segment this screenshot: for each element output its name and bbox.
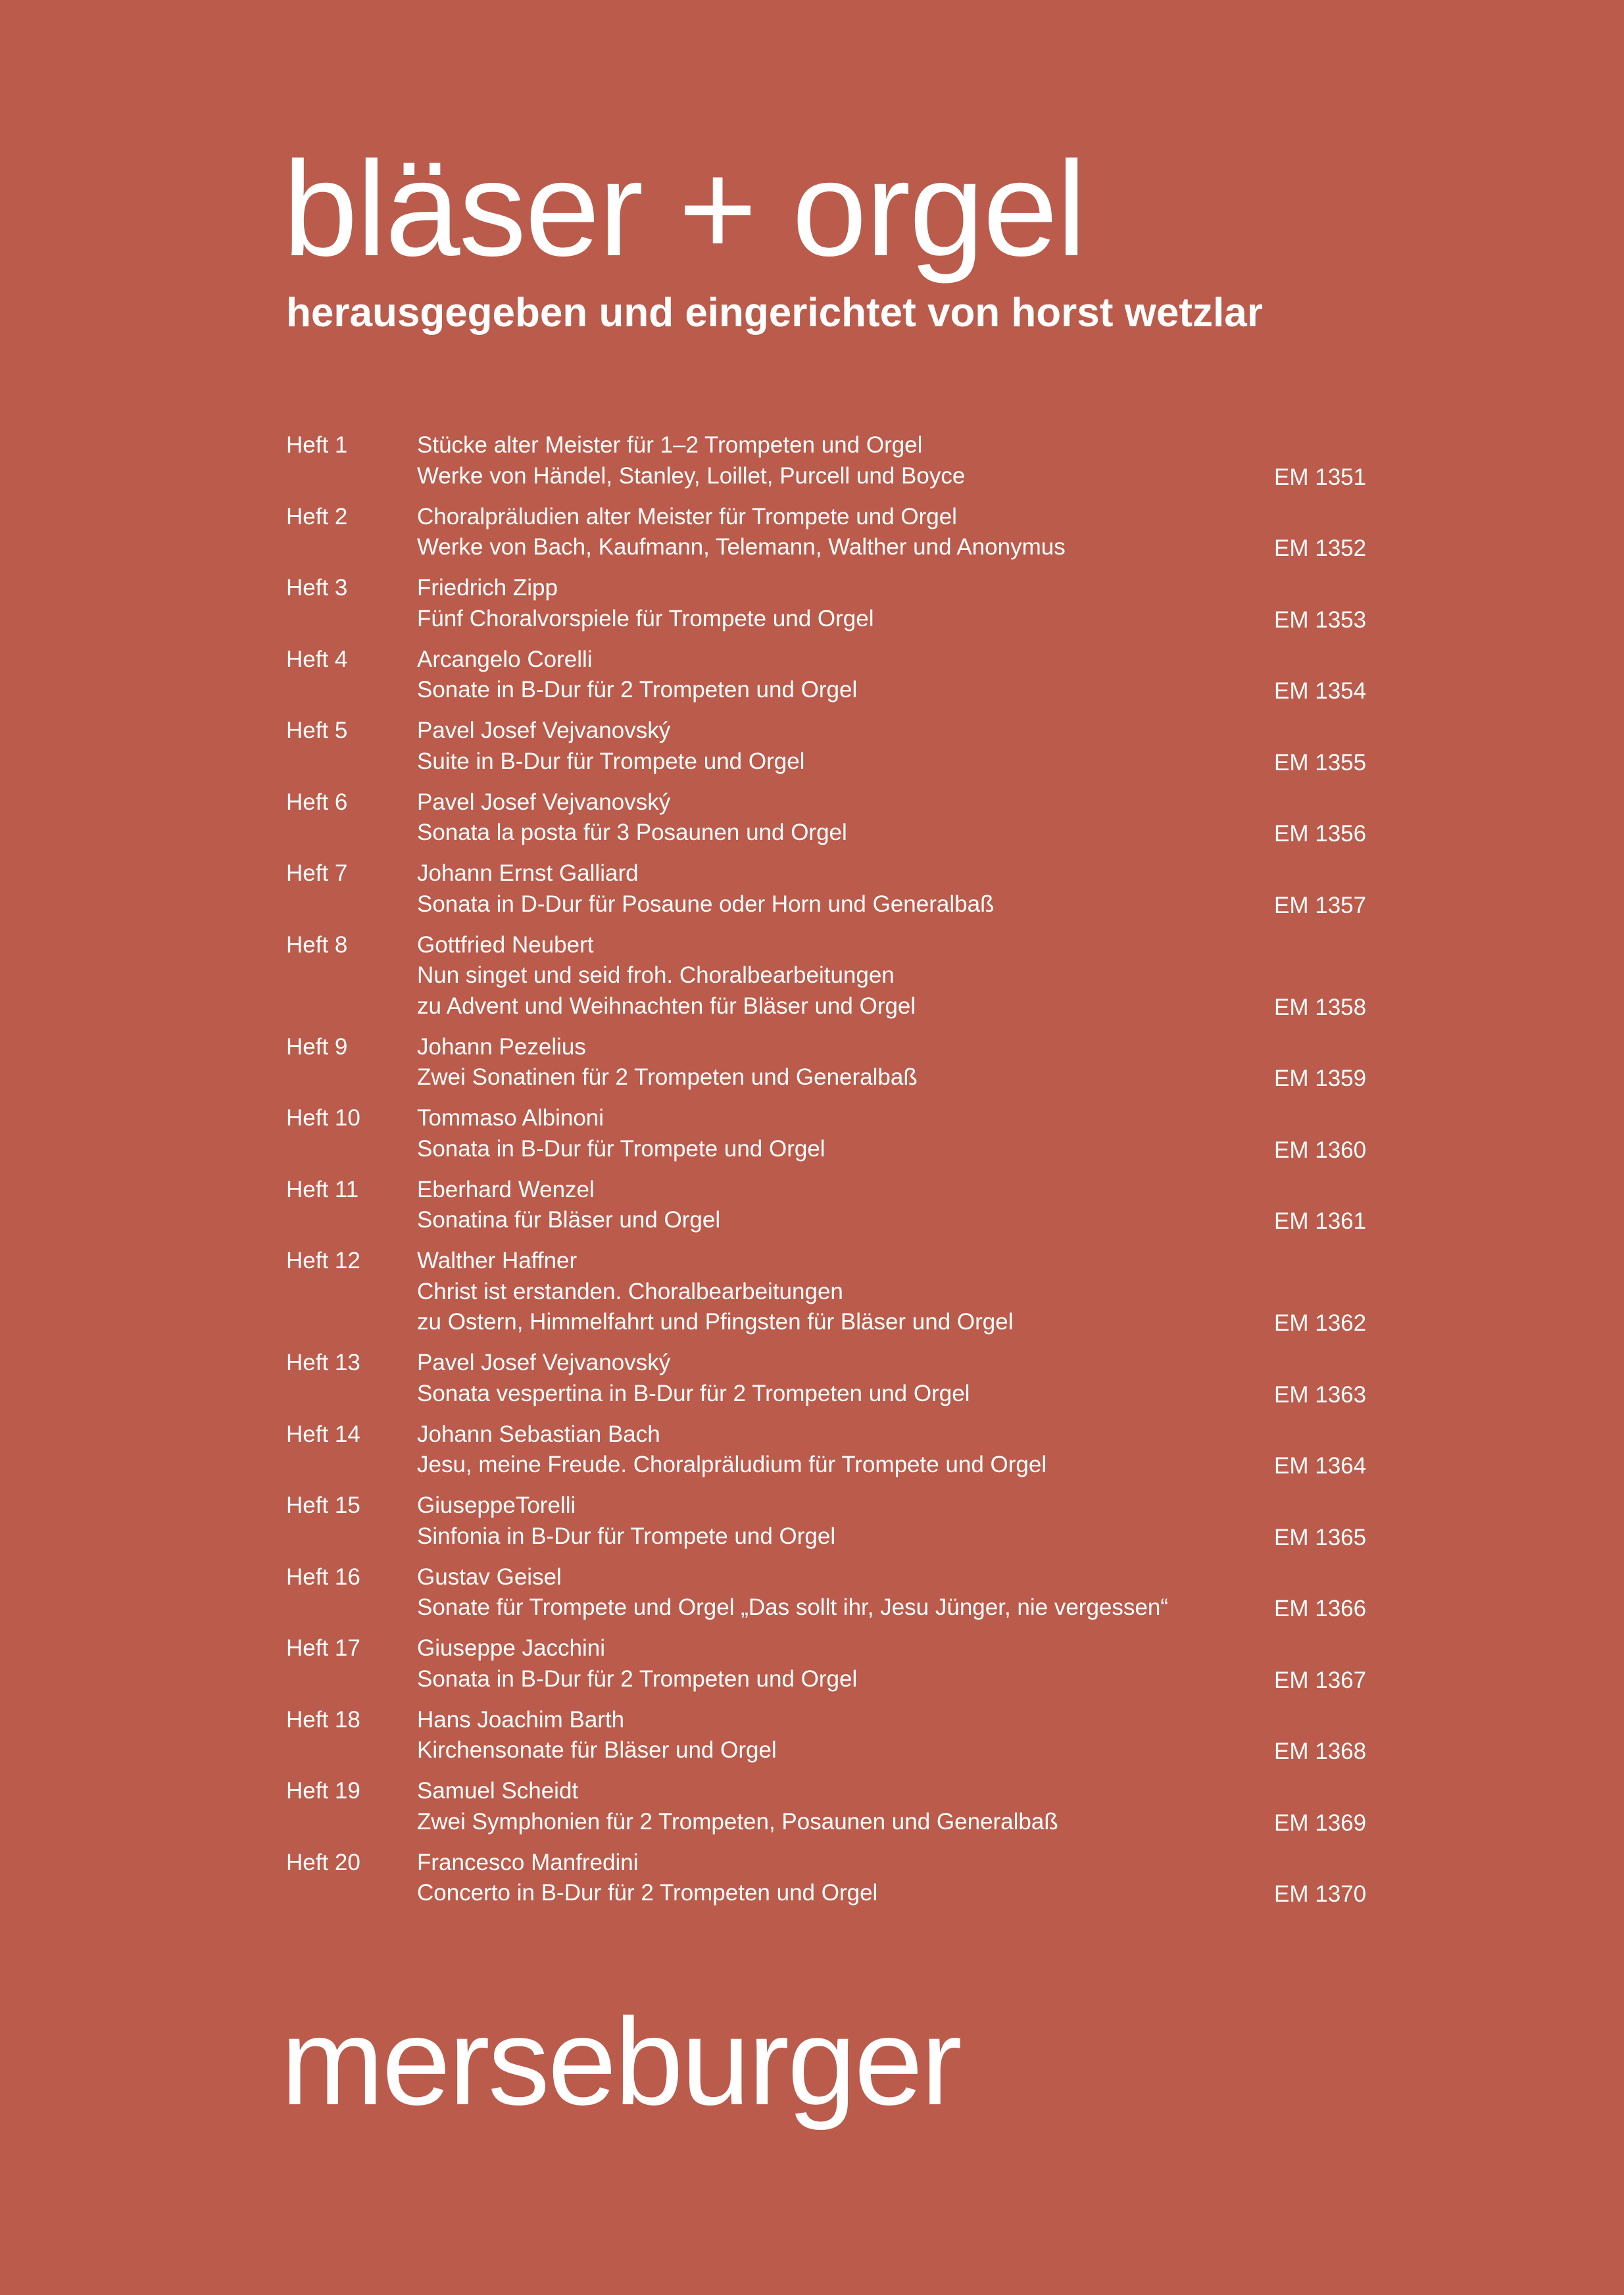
heft-number: Heft 17 — [286, 1635, 360, 1661]
entry-title-line: Gustav Geisel — [417, 1564, 562, 1590]
entry-description-line: Zwei Sonatinen für 2 Trompeten und Generalbaß — [417, 1064, 918, 1090]
heft-number: Heft 15 — [286, 1493, 360, 1518]
heft-number: Heft 8 — [286, 931, 348, 958]
heft-number: Heft 16 — [286, 1564, 360, 1590]
heft-number: Heft 9 — [286, 1033, 348, 1060]
edition-number: EM 1370 — [1274, 1881, 1367, 1907]
entry-description-line: Sonate in B-Dur für 2 Trompeten und Orgel — [417, 677, 858, 703]
entry-title-line: Arcangelo Corelli — [417, 646, 593, 672]
edition-number: EM 1362 — [1274, 1310, 1367, 1336]
heft-number: Heft 19 — [286, 1778, 360, 1804]
entry-title-line: Stücke alter Meister für 1–2 Trompeten und Orgel — [417, 432, 923, 458]
heft-number: Heft 11 — [286, 1176, 359, 1202]
entry-description-line: zu Ostern, Himmelfahrt und Pfingsten für Bläser und Orgel — [417, 1309, 1014, 1335]
entry-description-line: zu Advent und Weihnachten für Bläser und Orgel — [417, 993, 916, 1019]
entry-description-line: Zwei Symphonien für 2 Trompeten, Posaunen und Generalbaß — [417, 1808, 1058, 1835]
heft-number: Heft 1 — [286, 432, 348, 458]
heft-number: Heft 4 — [286, 646, 348, 672]
entry-title-line: GiuseppeTorelli — [417, 1493, 576, 1518]
entry-title-line: Tommaso Albinoni — [417, 1105, 604, 1131]
heft-number: Heft 14 — [286, 1421, 360, 1447]
edition-number: EM 1356 — [1274, 821, 1367, 847]
edition-number: EM 1366 — [1274, 1596, 1367, 1621]
entry-title-line: Giuseppe Jacchini — [417, 1635, 605, 1661]
entry-title-line: Choralpräludien alter Meister für Trompete und Orgel — [417, 503, 957, 530]
entry-description-line: Suite in B-Dur für Trompete und Orgel — [417, 748, 805, 774]
heft-number: Heft 7 — [286, 860, 348, 886]
entry-title-line: Francesco Manfredini — [417, 1849, 639, 1875]
entry-title-line: Eberhard Wenzel — [417, 1176, 595, 1202]
edition-number: EM 1353 — [1274, 606, 1367, 633]
entry-description-line: Sonatina für Bläser und Orgel — [417, 1207, 721, 1233]
edition-number: EM 1359 — [1274, 1066, 1367, 1091]
heft-number: Heft 10 — [286, 1105, 360, 1131]
entry-title-line: Johann Pezelius — [417, 1033, 586, 1060]
entry-description-line: Sonata vespertina in B-Dur für 2 Trompeten und Orgel — [417, 1380, 970, 1406]
heft-number: Heft 18 — [286, 1706, 360, 1733]
entry-description-line: Werke von Händel, Stanley, Loillet, Purcell und Boyce — [417, 462, 966, 489]
entry-description-line: Sonata la posta für 3 Posaunen und Orgel — [417, 820, 847, 845]
heft-number: Heft 20 — [286, 1849, 360, 1875]
entry-title-line: Johann Sebastian Bach — [417, 1421, 660, 1447]
edition-number: EM 1352 — [1274, 535, 1367, 561]
entry-title-line: Pavel Josef Vejvanovský — [417, 789, 671, 815]
edition-number: EM 1367 — [1274, 1667, 1367, 1693]
edition-number: EM 1368 — [1274, 1739, 1367, 1764]
heft-number: Heft 6 — [286, 789, 348, 815]
edition-number: EM 1363 — [1274, 1381, 1367, 1408]
edition-number: EM 1364 — [1274, 1453, 1367, 1479]
entry-description-line: Nun singet und seid froh. Choralbearbeitungen — [417, 962, 895, 988]
heft-number: Heft 5 — [286, 718, 348, 743]
entry-description-line: Fünf Choralvorspiele für Trompete und Orgel — [417, 605, 874, 631]
entry-description-line: Sonata in D-Dur für Posaune oder Horn und Generalbaß — [417, 891, 995, 917]
entry-description-line: Sinfonia in B-Dur für Trompete und Orgel — [417, 1523, 836, 1549]
heft-number: Heft 12 — [286, 1248, 360, 1273]
edition-number: EM 1360 — [1274, 1137, 1367, 1163]
entry-title-line: Johann Ernst Galliard — [417, 860, 639, 886]
edition-number: EM 1354 — [1274, 678, 1367, 704]
heft-number: Heft 2 — [286, 503, 348, 530]
editor-subtitle: herausgegeben und eingerichtet von horst wetzlar — [286, 290, 1263, 335]
entry-description-line: Jesu, meine Freude. Choralpräludium für Trompete und Orgel — [417, 1452, 1047, 1477]
publisher-logo-text: merseburger — [281, 1992, 960, 2131]
series-title: bläser + orgel — [283, 134, 1085, 284]
entry-title-line: Samuel Scheidt — [417, 1778, 579, 1804]
entry-description-line: Christ ist erstanden. Choralbearbeitungen — [417, 1278, 843, 1304]
entry-title-line: Pavel Josef Vejvanovský — [417, 1350, 671, 1375]
entry-description-line: Concerto in B-Dur für 2 Trompeten und Orgel — [417, 1880, 878, 1906]
heft-number: Heft 3 — [286, 575, 348, 601]
entry-description-line: Sonata in B-Dur für Trompete und Orgel — [417, 1135, 825, 1162]
edition-number: EM 1365 — [1274, 1524, 1367, 1550]
edition-number: EM 1357 — [1274, 892, 1367, 918]
edition-number: EM 1369 — [1274, 1810, 1367, 1836]
edition-number: EM 1351 — [1274, 464, 1367, 490]
entry-title-line: Pavel Josef Vejvanovský — [417, 718, 671, 743]
edition-number: EM 1358 — [1274, 994, 1367, 1020]
entry-title-line: Hans Joachim Barth — [417, 1706, 625, 1733]
entry-title-line: Walther Haffner — [417, 1248, 578, 1273]
edition-number: EM 1361 — [1274, 1208, 1367, 1234]
heft-number: Heft 13 — [286, 1350, 360, 1375]
entry-description-line: Sonata in B-Dur für 2 Trompeten und Orgel — [417, 1666, 858, 1692]
entry-description-line: Werke von Bach, Kaufmann, Telemann, Walther und Anonymus — [417, 534, 1066, 560]
edition-number: EM 1355 — [1274, 749, 1367, 776]
entry-description-line: Sonate für Trompete und Orgel „Das sollt ihr, Jesu Jünger, nie vergessen“ — [417, 1594, 1168, 1620]
entry-title-line: Gottfried Neubert — [417, 931, 594, 958]
entry-description-line: Kirchensonate für Bläser und Orgel — [417, 1737, 777, 1763]
entry-title-line: Friedrich Zipp — [417, 575, 558, 601]
